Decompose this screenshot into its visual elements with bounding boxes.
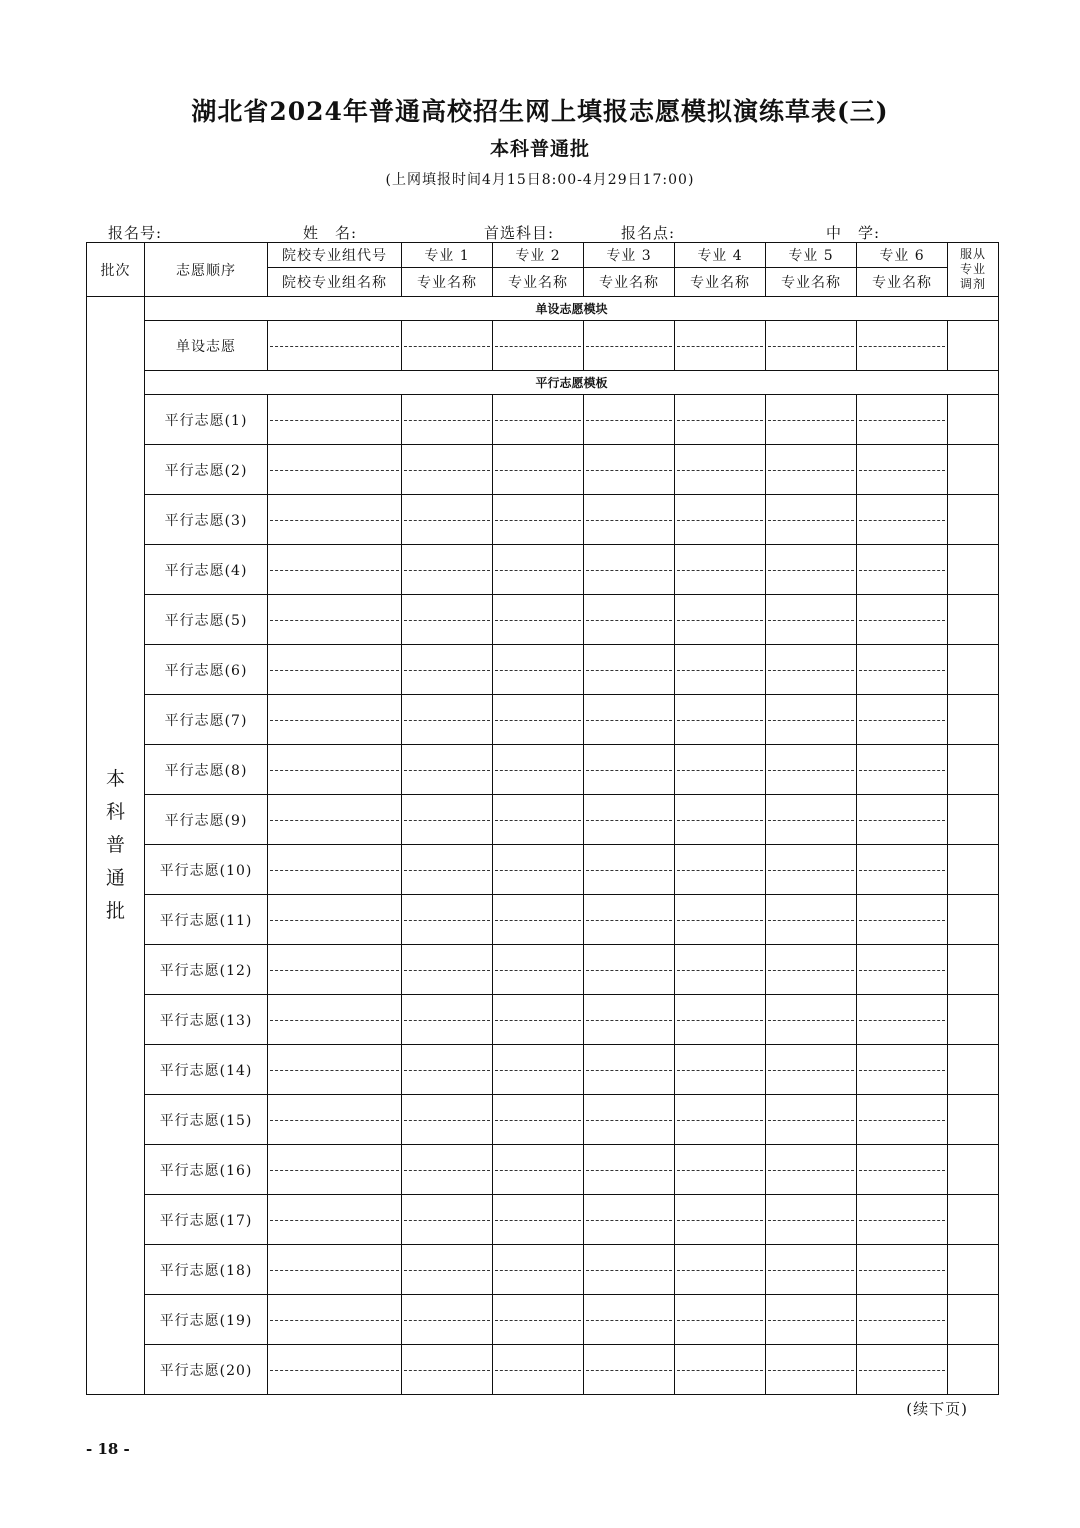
parallel-row-label: 平行志愿(16) <box>145 1145 268 1195</box>
batch-char-4: 通 <box>105 867 125 889</box>
header-major-name-1: 专业名称 <box>402 268 493 297</box>
parallel-row-label: 平行志愿(7) <box>145 695 268 745</box>
major-4-slot[interactable] <box>675 545 766 595</box>
major-5-slot[interactable] <box>766 1295 857 1345</box>
parallel-row <box>87 995 999 1045</box>
major-2-slot[interactable] <box>493 1045 584 1095</box>
major-6-slot[interactable] <box>857 1095 948 1145</box>
adjust-slot[interactable] <box>948 895 999 945</box>
major-5-slot[interactable] <box>766 645 857 695</box>
header-adjust-line-2: 专业 <box>959 262 986 276</box>
parallel-row <box>87 1145 999 1195</box>
group-slot[interactable] <box>268 595 402 645</box>
adjust-slot[interactable] <box>948 495 999 545</box>
group-slot[interactable] <box>268 1295 402 1345</box>
group-slot[interactable] <box>268 695 402 745</box>
header-major-6: 专业 6 <box>857 243 948 268</box>
major-6-slot[interactable] <box>857 845 948 895</box>
parallel-row <box>87 945 999 995</box>
major-2-slot[interactable] <box>493 695 584 745</box>
major-2-slot[interactable] <box>493 395 584 445</box>
batch-name-cell <box>87 297 145 1395</box>
header-adjust <box>948 243 999 297</box>
major-5-slot[interactable] <box>766 945 857 995</box>
adjust-slot[interactable] <box>948 945 999 995</box>
parallel-row <box>87 545 999 595</box>
single-row-label: 单设志愿 <box>145 321 268 371</box>
major-2-slot[interactable] <box>493 795 584 845</box>
major-3-slot[interactable] <box>584 695 675 745</box>
school-label: 中 学: <box>826 224 881 242</box>
parallel-row-label: 平行志愿(19) <box>145 1295 268 1345</box>
adjust-slot[interactable] <box>948 695 999 745</box>
major-4-slot[interactable] <box>675 795 766 845</box>
major-1-slot[interactable] <box>402 445 493 495</box>
header-group-name: 院校专业组名称 <box>268 268 402 297</box>
header-group-code: 院校专业组代号 <box>268 243 402 268</box>
major-4-slot[interactable] <box>675 845 766 895</box>
parallel-row-label: 平行志愿(14) <box>145 1045 268 1095</box>
adjust-slot[interactable] <box>948 595 999 645</box>
batch-char-2: 科 <box>105 801 125 823</box>
group-slot[interactable] <box>268 495 402 545</box>
major-2-slot[interactable] <box>493 495 584 545</box>
major-1-slot[interactable] <box>402 945 493 995</box>
adjust-slot[interactable] <box>948 845 999 895</box>
major-4-slot[interactable] <box>675 1295 766 1345</box>
major-1-slot[interactable] <box>402 1145 493 1195</box>
header-major-name-5: 专业名称 <box>766 268 857 297</box>
name-label: 姓 名: <box>303 224 358 242</box>
major-5-slot[interactable] <box>766 321 857 371</box>
major-1-slot[interactable] <box>402 1345 493 1395</box>
major-3-slot[interactable] <box>584 1045 675 1095</box>
major-6-slot[interactable] <box>857 1245 948 1295</box>
header-major-1: 专业 1 <box>402 243 493 268</box>
major-1-slot[interactable] <box>402 1045 493 1095</box>
parallel-row <box>87 595 999 645</box>
major-5-slot[interactable] <box>766 1145 857 1195</box>
parallel-row <box>87 1045 999 1095</box>
parallel-row-label: 平行志愿(20) <box>145 1345 268 1395</box>
major-2-slot[interactable] <box>493 1245 584 1295</box>
major-4-slot[interactable] <box>675 1245 766 1295</box>
major-1-slot[interactable] <box>402 595 493 645</box>
group-slot[interactable] <box>268 395 402 445</box>
group-slot[interactable] <box>268 895 402 945</box>
major-4-slot[interactable] <box>675 321 766 371</box>
parallel-row-label: 平行志愿(15) <box>145 1095 268 1145</box>
major-3-slot[interactable] <box>584 845 675 895</box>
major-2-slot[interactable] <box>493 545 584 595</box>
group-slot[interactable] <box>268 445 402 495</box>
batch-char-3: 普 <box>105 834 125 856</box>
parallel-row <box>87 1095 999 1145</box>
major-5-slot[interactable] <box>766 445 857 495</box>
continued-note: (续下页) <box>906 1400 968 1418</box>
major-1-slot[interactable] <box>402 995 493 1045</box>
header-major-5: 专业 5 <box>766 243 857 268</box>
major-3-slot[interactable] <box>584 645 675 695</box>
parallel-row-label: 平行志愿(2) <box>145 445 268 495</box>
major-3-slot[interactable] <box>584 895 675 945</box>
major-1-slot[interactable] <box>402 645 493 695</box>
parallel-row <box>87 495 999 545</box>
adjust-slot[interactable] <box>948 1145 999 1195</box>
major-6-slot[interactable] <box>857 321 948 371</box>
parallel-row-label: 平行志愿(4) <box>145 545 268 595</box>
major-4-slot[interactable] <box>675 1095 766 1145</box>
header-adjust-line-3: 调剂 <box>959 277 986 291</box>
header-major-name-2: 专业名称 <box>493 268 584 297</box>
major-1-slot[interactable] <box>402 1195 493 1245</box>
reg-no-label: 报名号: <box>108 224 163 242</box>
major-4-slot[interactable] <box>675 445 766 495</box>
major-6-slot[interactable] <box>857 595 948 645</box>
filing-time-note: (上网填报时间4月15日8:00-4月29日17:00) <box>385 172 695 188</box>
group-slot[interactable] <box>268 1095 402 1145</box>
major-2-slot[interactable] <box>493 321 584 371</box>
major-6-slot[interactable] <box>857 895 948 945</box>
major-6-slot[interactable] <box>857 1295 948 1345</box>
major-3-slot[interactable] <box>584 1245 675 1295</box>
major-2-slot[interactable] <box>493 1145 584 1195</box>
major-6-slot[interactable] <box>857 745 948 795</box>
major-4-slot[interactable] <box>675 895 766 945</box>
major-3-slot[interactable] <box>584 545 675 595</box>
major-3-slot[interactable] <box>584 995 675 1045</box>
major-2-slot[interactable] <box>493 845 584 895</box>
major-2-slot[interactable] <box>493 1345 584 1395</box>
major-4-slot[interactable] <box>675 1195 766 1245</box>
major-6-slot[interactable] <box>857 645 948 695</box>
major-5-slot[interactable] <box>766 1245 857 1295</box>
major-4-slot[interactable] <box>675 1145 766 1195</box>
major-3-slot[interactable] <box>584 1145 675 1195</box>
adjust-slot[interactable] <box>948 1295 999 1345</box>
major-6-slot[interactable] <box>857 1195 948 1245</box>
parallel-row-label: 平行志愿(9) <box>145 795 268 845</box>
parallel-row <box>87 395 999 445</box>
major-5-slot[interactable] <box>766 795 857 845</box>
major-5-slot[interactable] <box>766 895 857 945</box>
parallel-row-label: 平行志愿(3) <box>145 495 268 545</box>
major-5-slot[interactable] <box>766 395 857 445</box>
major-2-slot[interactable] <box>493 595 584 645</box>
major-2-slot[interactable] <box>493 945 584 995</box>
major-4-slot[interactable] <box>675 745 766 795</box>
major-1-slot[interactable] <box>402 395 493 445</box>
subject-label: 首选科目: <box>484 224 555 242</box>
adjust-slot[interactable] <box>948 995 999 1045</box>
major-6-slot[interactable] <box>857 1345 948 1395</box>
major-1-slot[interactable] <box>402 695 493 745</box>
major-5-slot[interactable] <box>766 495 857 545</box>
group-slot[interactable] <box>268 745 402 795</box>
single-module-header: 单设志愿模块 <box>145 297 999 321</box>
parallel-row-label: 平行志愿(5) <box>145 595 268 645</box>
parallel-row-label: 平行志愿(12) <box>145 945 268 995</box>
major-1-slot[interactable] <box>402 545 493 595</box>
major-5-slot[interactable] <box>766 695 857 745</box>
parallel-row <box>87 745 999 795</box>
major-4-slot[interactable] <box>675 695 766 745</box>
group-slot[interactable] <box>268 645 402 695</box>
major-5-slot[interactable] <box>766 595 857 645</box>
major-3-slot[interactable] <box>584 321 675 371</box>
adjust-slot[interactable] <box>948 745 999 795</box>
major-4-slot[interactable] <box>675 595 766 645</box>
batch-char-1: 本 <box>105 768 125 790</box>
major-1-slot[interactable] <box>402 495 493 545</box>
parallel-row <box>87 795 999 845</box>
major-3-slot[interactable] <box>584 445 675 495</box>
major-3-slot[interactable] <box>584 395 675 445</box>
major-6-slot[interactable] <box>857 695 948 745</box>
major-6-slot[interactable] <box>857 545 948 595</box>
parallel-row <box>87 1195 999 1245</box>
major-4-slot[interactable] <box>675 645 766 695</box>
group-slot[interactable] <box>268 795 402 845</box>
major-6-slot[interactable] <box>857 795 948 845</box>
adjust-slot[interactable] <box>948 545 999 595</box>
major-1-slot[interactable] <box>402 745 493 795</box>
parallel-row-label: 平行志愿(1) <box>145 395 268 445</box>
header-major-3: 专业 3 <box>584 243 675 268</box>
adjust-slot[interactable] <box>948 1245 999 1295</box>
adjust-slot[interactable] <box>948 1195 999 1245</box>
parallel-row <box>87 895 999 945</box>
major-6-slot[interactable] <box>857 1045 948 1095</box>
adjust-slot[interactable] <box>948 1345 999 1395</box>
adjust-slot[interactable] <box>948 795 999 845</box>
major-5-slot[interactable] <box>766 845 857 895</box>
major-5-slot[interactable] <box>766 745 857 795</box>
major-3-slot[interactable] <box>584 1295 675 1345</box>
header-major-name-4: 专业名称 <box>675 268 766 297</box>
header-major-4: 专业 4 <box>675 243 766 268</box>
group-slot[interactable] <box>268 545 402 595</box>
group-slot[interactable] <box>268 845 402 895</box>
header-major-2: 专业 2 <box>493 243 584 268</box>
document-subtitle: 本科普通批 <box>489 138 590 160</box>
parallel-row <box>87 695 999 745</box>
parallel-row <box>87 845 999 895</box>
major-1-slot[interactable] <box>402 1295 493 1345</box>
group-slot[interactable] <box>268 995 402 1045</box>
major-1-slot[interactable] <box>402 321 493 371</box>
group-slot[interactable] <box>268 1345 402 1395</box>
major-3-slot[interactable] <box>584 595 675 645</box>
adjust-slot[interactable] <box>948 1045 999 1095</box>
major-5-slot[interactable] <box>766 545 857 595</box>
major-2-slot[interactable] <box>493 1195 584 1245</box>
header-order: 志愿顺序 <box>145 243 268 297</box>
header-major-name-3: 专业名称 <box>584 268 675 297</box>
parallel-row <box>87 1295 999 1345</box>
major-3-slot[interactable] <box>584 1195 675 1245</box>
adjust-slot[interactable] <box>948 1095 999 1145</box>
major-3-slot[interactable] <box>584 1345 675 1395</box>
major-2-slot[interactable] <box>493 645 584 695</box>
site-label: 报名点: <box>621 224 676 242</box>
parallel-row-label: 平行志愿(13) <box>145 995 268 1045</box>
group-slot[interactable] <box>268 1195 402 1245</box>
major-6-slot[interactable] <box>857 1145 948 1195</box>
parallel-row-label: 平行志愿(18) <box>145 1245 268 1295</box>
major-3-slot[interactable] <box>584 745 675 795</box>
major-6-slot[interactable] <box>857 395 948 445</box>
parallel-row-label: 平行志愿(10) <box>145 845 268 895</box>
major-3-slot[interactable] <box>584 945 675 995</box>
major-1-slot[interactable] <box>402 1245 493 1295</box>
major-2-slot[interactable] <box>493 1295 584 1345</box>
major-4-slot[interactable] <box>675 395 766 445</box>
major-6-slot[interactable] <box>857 445 948 495</box>
major-6-slot[interactable] <box>857 495 948 545</box>
group-slot[interactable] <box>268 1145 402 1195</box>
major-5-slot[interactable] <box>766 1345 857 1395</box>
parallel-module-header: 平行志愿模板 <box>145 371 999 395</box>
major-6-slot[interactable] <box>857 995 948 1045</box>
parallel-row <box>87 1245 999 1295</box>
major-2-slot[interactable] <box>493 745 584 795</box>
parallel-row-label: 平行志愿(6) <box>145 645 268 695</box>
major-1-slot[interactable] <box>402 895 493 945</box>
page-number: - 18 - <box>86 1440 130 1458</box>
batch-char-5: 批 <box>105 900 125 922</box>
major-2-slot[interactable] <box>493 895 584 945</box>
major-1-slot[interactable] <box>402 1095 493 1145</box>
group-slot[interactable] <box>268 1245 402 1295</box>
major-4-slot[interactable] <box>675 495 766 545</box>
major-3-slot[interactable] <box>584 495 675 545</box>
major-6-slot[interactable] <box>857 945 948 995</box>
parallel-row-label: 平行志愿(17) <box>145 1195 268 1245</box>
parallel-row <box>87 1345 999 1395</box>
major-1-slot[interactable] <box>402 845 493 895</box>
major-3-slot[interactable] <box>584 1095 675 1145</box>
parallel-row-label: 平行志愿(8) <box>145 745 268 795</box>
major-5-slot[interactable] <box>766 1095 857 1145</box>
application-form-table <box>86 242 999 1395</box>
header-major-name-6: 专业名称 <box>857 268 948 297</box>
major-1-slot[interactable] <box>402 795 493 845</box>
header-adjust-line-1: 服从 <box>959 247 986 261</box>
major-5-slot[interactable] <box>766 1045 857 1095</box>
major-2-slot[interactable] <box>493 1095 584 1145</box>
parallel-row <box>87 445 999 495</box>
major-5-slot[interactable] <box>766 1195 857 1245</box>
major-2-slot[interactable] <box>493 445 584 495</box>
major-3-slot[interactable] <box>584 795 675 845</box>
group-slot[interactable] <box>268 945 402 995</box>
major-4-slot[interactable] <box>675 1045 766 1095</box>
adjust-slot[interactable] <box>948 321 999 371</box>
group-slot[interactable] <box>268 321 402 371</box>
parallel-row <box>87 645 999 695</box>
adjust-slot[interactable] <box>948 645 999 695</box>
parallel-row-label: 平行志愿(11) <box>145 895 268 945</box>
major-4-slot[interactable] <box>675 1345 766 1395</box>
header-batch: 批次 <box>87 243 145 297</box>
major-5-slot[interactable] <box>766 995 857 1045</box>
group-slot[interactable] <box>268 1045 402 1095</box>
adjust-slot[interactable] <box>948 445 999 495</box>
major-4-slot[interactable] <box>675 945 766 995</box>
adjust-slot[interactable] <box>948 395 999 445</box>
major-2-slot[interactable] <box>493 995 584 1045</box>
major-4-slot[interactable] <box>675 995 766 1045</box>
document-title: 湖北省2024年普通高校招生网上填报志愿模拟演练草表(三) <box>191 97 889 126</box>
